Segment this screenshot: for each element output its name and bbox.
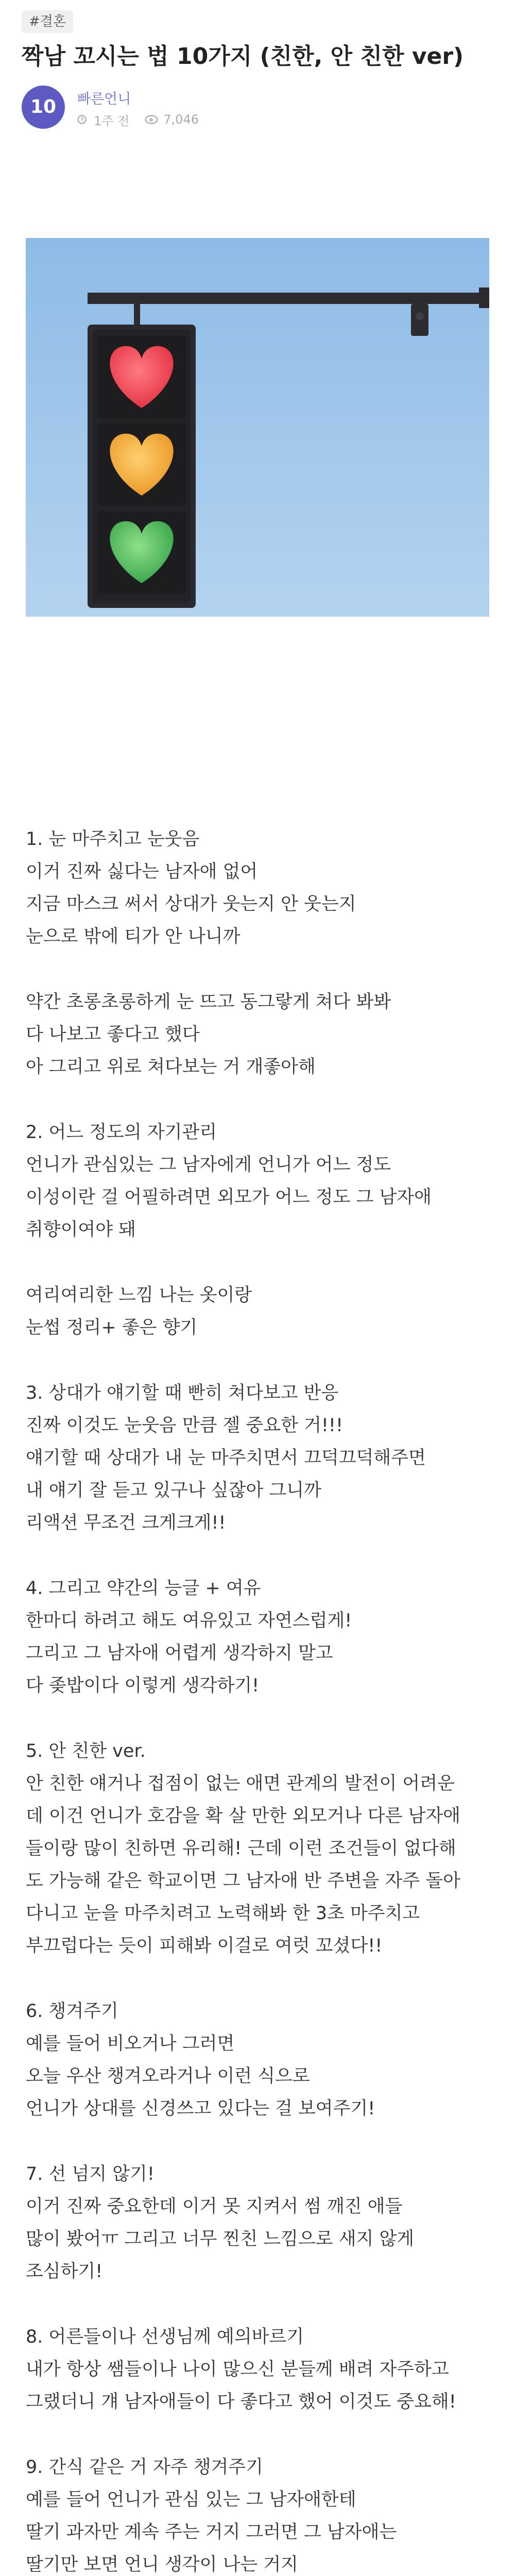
body-line: 이거 진짜 중요한데 이거 못 지켜서 썸 깨진 애들 — [26, 2196, 403, 2217]
body-paragraph — [26, 1116, 494, 1246]
body-line: 눈썹 정리+ 좋은 향기 — [26, 1317, 198, 1338]
body-line: 3. 상대가 얘기할 때 빤히 쳐다보고 반응 — [26, 1383, 339, 1403]
body-line: 다 좆밥이다 이렇게 생각하기! — [26, 1675, 260, 1696]
body-line: 여리여리한 느낌 나는 옷이랑 — [26, 1285, 252, 1306]
body-line: 예를 들어 언니가 관심 있는 그 남자애한테 — [26, 2489, 356, 2510]
clock-icon — [77, 115, 87, 124]
body-paragraph — [26, 1377, 494, 1539]
avatar[interactable]: 10 — [22, 86, 65, 129]
body-line: 얘기할 때 상대가 내 눈 마주치면서 끄덕끄덕해주면 — [26, 1448, 426, 1468]
body-line: 데 이건 언니가 호감을 확 살 만한 외모거나 다른 남자애 — [26, 1806, 460, 1826]
body-line: 약간 초롱초롱하게 눈 뜨고 동그랗게 쳐다 봐봐 — [26, 992, 391, 1012]
author-name[interactable]: 빠른언니 — [77, 91, 131, 107]
body-line: 내 얘기 잘 듣고 있구나 싶잖아 그니까 — [26, 1480, 321, 1501]
body-line: 8. 어른들이나 선생님께 예의바르기 — [26, 2327, 304, 2347]
body-line: 이거 진짜 싫다는 남자애 없어 — [26, 861, 258, 882]
body-line: 그랬더니 걔 남자애들이 다 좋다고 했어 이것도 중요해! — [26, 2392, 456, 2412]
body-line: 예를 들어 비오거나 그러면 — [26, 2033, 235, 2054]
body-line: 취향이여야 돼 — [26, 1219, 136, 1240]
body-line: 4. 그리고 약간의 능글 + 여유 — [26, 1578, 261, 1599]
traffic-light-image — [26, 238, 489, 617]
body-line: 안 친한 얘거나 접점이 없는 애면 관계의 발전이 어려운 — [26, 1773, 455, 1794]
post-meta — [77, 111, 199, 128]
body-line: 내가 항상 쌤들이나 나이 많으신 분들께 배려 자주하고 — [26, 2359, 449, 2380]
body-line: 6. 챙겨주기 — [26, 2001, 118, 2022]
body-line: 오늘 우산 챙겨오라거나 이런 식으로 — [26, 2066, 310, 2087]
author-row — [22, 82, 485, 134]
body-line: 다니고 눈을 마주치려고 노력해봐 한 3초 마주치고 — [26, 1903, 420, 1924]
body-paragraph — [26, 2321, 494, 2418]
body-paragraph — [26, 2158, 494, 2288]
body-line: 진짜 이것도 눈웃음 만큼 젤 중요한 거!!! — [26, 1415, 343, 1436]
body-line: 눈으로 밖에 티가 안 나니까 — [26, 926, 241, 947]
body-line: 아 그리고 위로 쳐다보는 거 개좋아해 — [26, 1057, 316, 1077]
body-line: 조심하기! — [26, 2261, 103, 2282]
hero-image — [26, 238, 489, 617]
body-line: 도 가능해 같은 학교이면 그 남자애 반 주변을 자주 돌아 — [26, 1871, 460, 1891]
view-count: 7,046 — [163, 112, 199, 127]
body-line: 한마디 하려고 해도 여유있고 자연스럽게! — [26, 1611, 352, 1631]
body-line: 딸기만 보면 언니 생각이 나는 거지 — [26, 2554, 298, 2575]
body-line: 다 나보고 좋다고 했다 — [26, 1024, 200, 1045]
body-line: 5. 안 친한 ver. — [26, 1741, 146, 1761]
post-title: 짝남 꼬시는 법 10가지 (친한, 안 친한 ver) — [22, 43, 464, 70]
body-paragraph — [26, 823, 494, 953]
body-line: 그리고 그 남자애 어렵게 생각하지 말고 — [26, 1643, 333, 1664]
body-paragraph — [26, 1735, 494, 1962]
posted-time: 1주 전 — [94, 113, 130, 128]
body-line: 이성이란 걸 어필하려면 외모가 어느 정도 그 남자애 — [26, 1187, 432, 1208]
body-line: 7. 선 넘지 않기! — [26, 2164, 154, 2184]
body-line: 언니가 상대를 신경쓰고 있다는 걸 보여주기! — [26, 2098, 375, 2119]
body-paragraph — [26, 1995, 494, 2125]
body-line: 1. 눈 마주치고 눈웃음 — [26, 829, 200, 850]
body-line: 들이랑 많이 친하면 유리해! 근데 이런 조건들이 없다해 — [26, 1838, 456, 1859]
category-tag[interactable]: #결혼 — [22, 10, 73, 33]
body-line: 많이 봤어ㅠ 그리고 너무 찐친 느낌으로 새지 않게 — [26, 2229, 415, 2249]
body-line: 2. 어느 정도의 자기관리 — [26, 1122, 217, 1143]
eye-icon — [145, 115, 158, 124]
body-line: 지금 마스크 써서 상대가 웃는지 안 웃는지 — [26, 894, 356, 914]
body-line: 부끄럽다는 듯이 피해봐 이걸로 여럿 꼬셨다!! — [26, 1936, 383, 1956]
body-line: 리액션 무조건 크게크게!! — [26, 1513, 226, 1533]
post-body — [26, 823, 494, 2576]
body-paragraph — [26, 986, 494, 1083]
body-line: 9. 간식 같은 거 자주 챙겨주기 — [26, 2457, 263, 2478]
body-paragraph — [26, 2451, 494, 2576]
body-line: 언니가 관심있는 그 남자에게 언니가 어느 정도 — [26, 1155, 391, 1175]
body-paragraph — [26, 1279, 494, 1344]
body-paragraph — [26, 1572, 494, 1702]
body-line: 딸기 과자만 계속 주는 거지 그러면 그 남자애는 — [26, 2522, 397, 2543]
